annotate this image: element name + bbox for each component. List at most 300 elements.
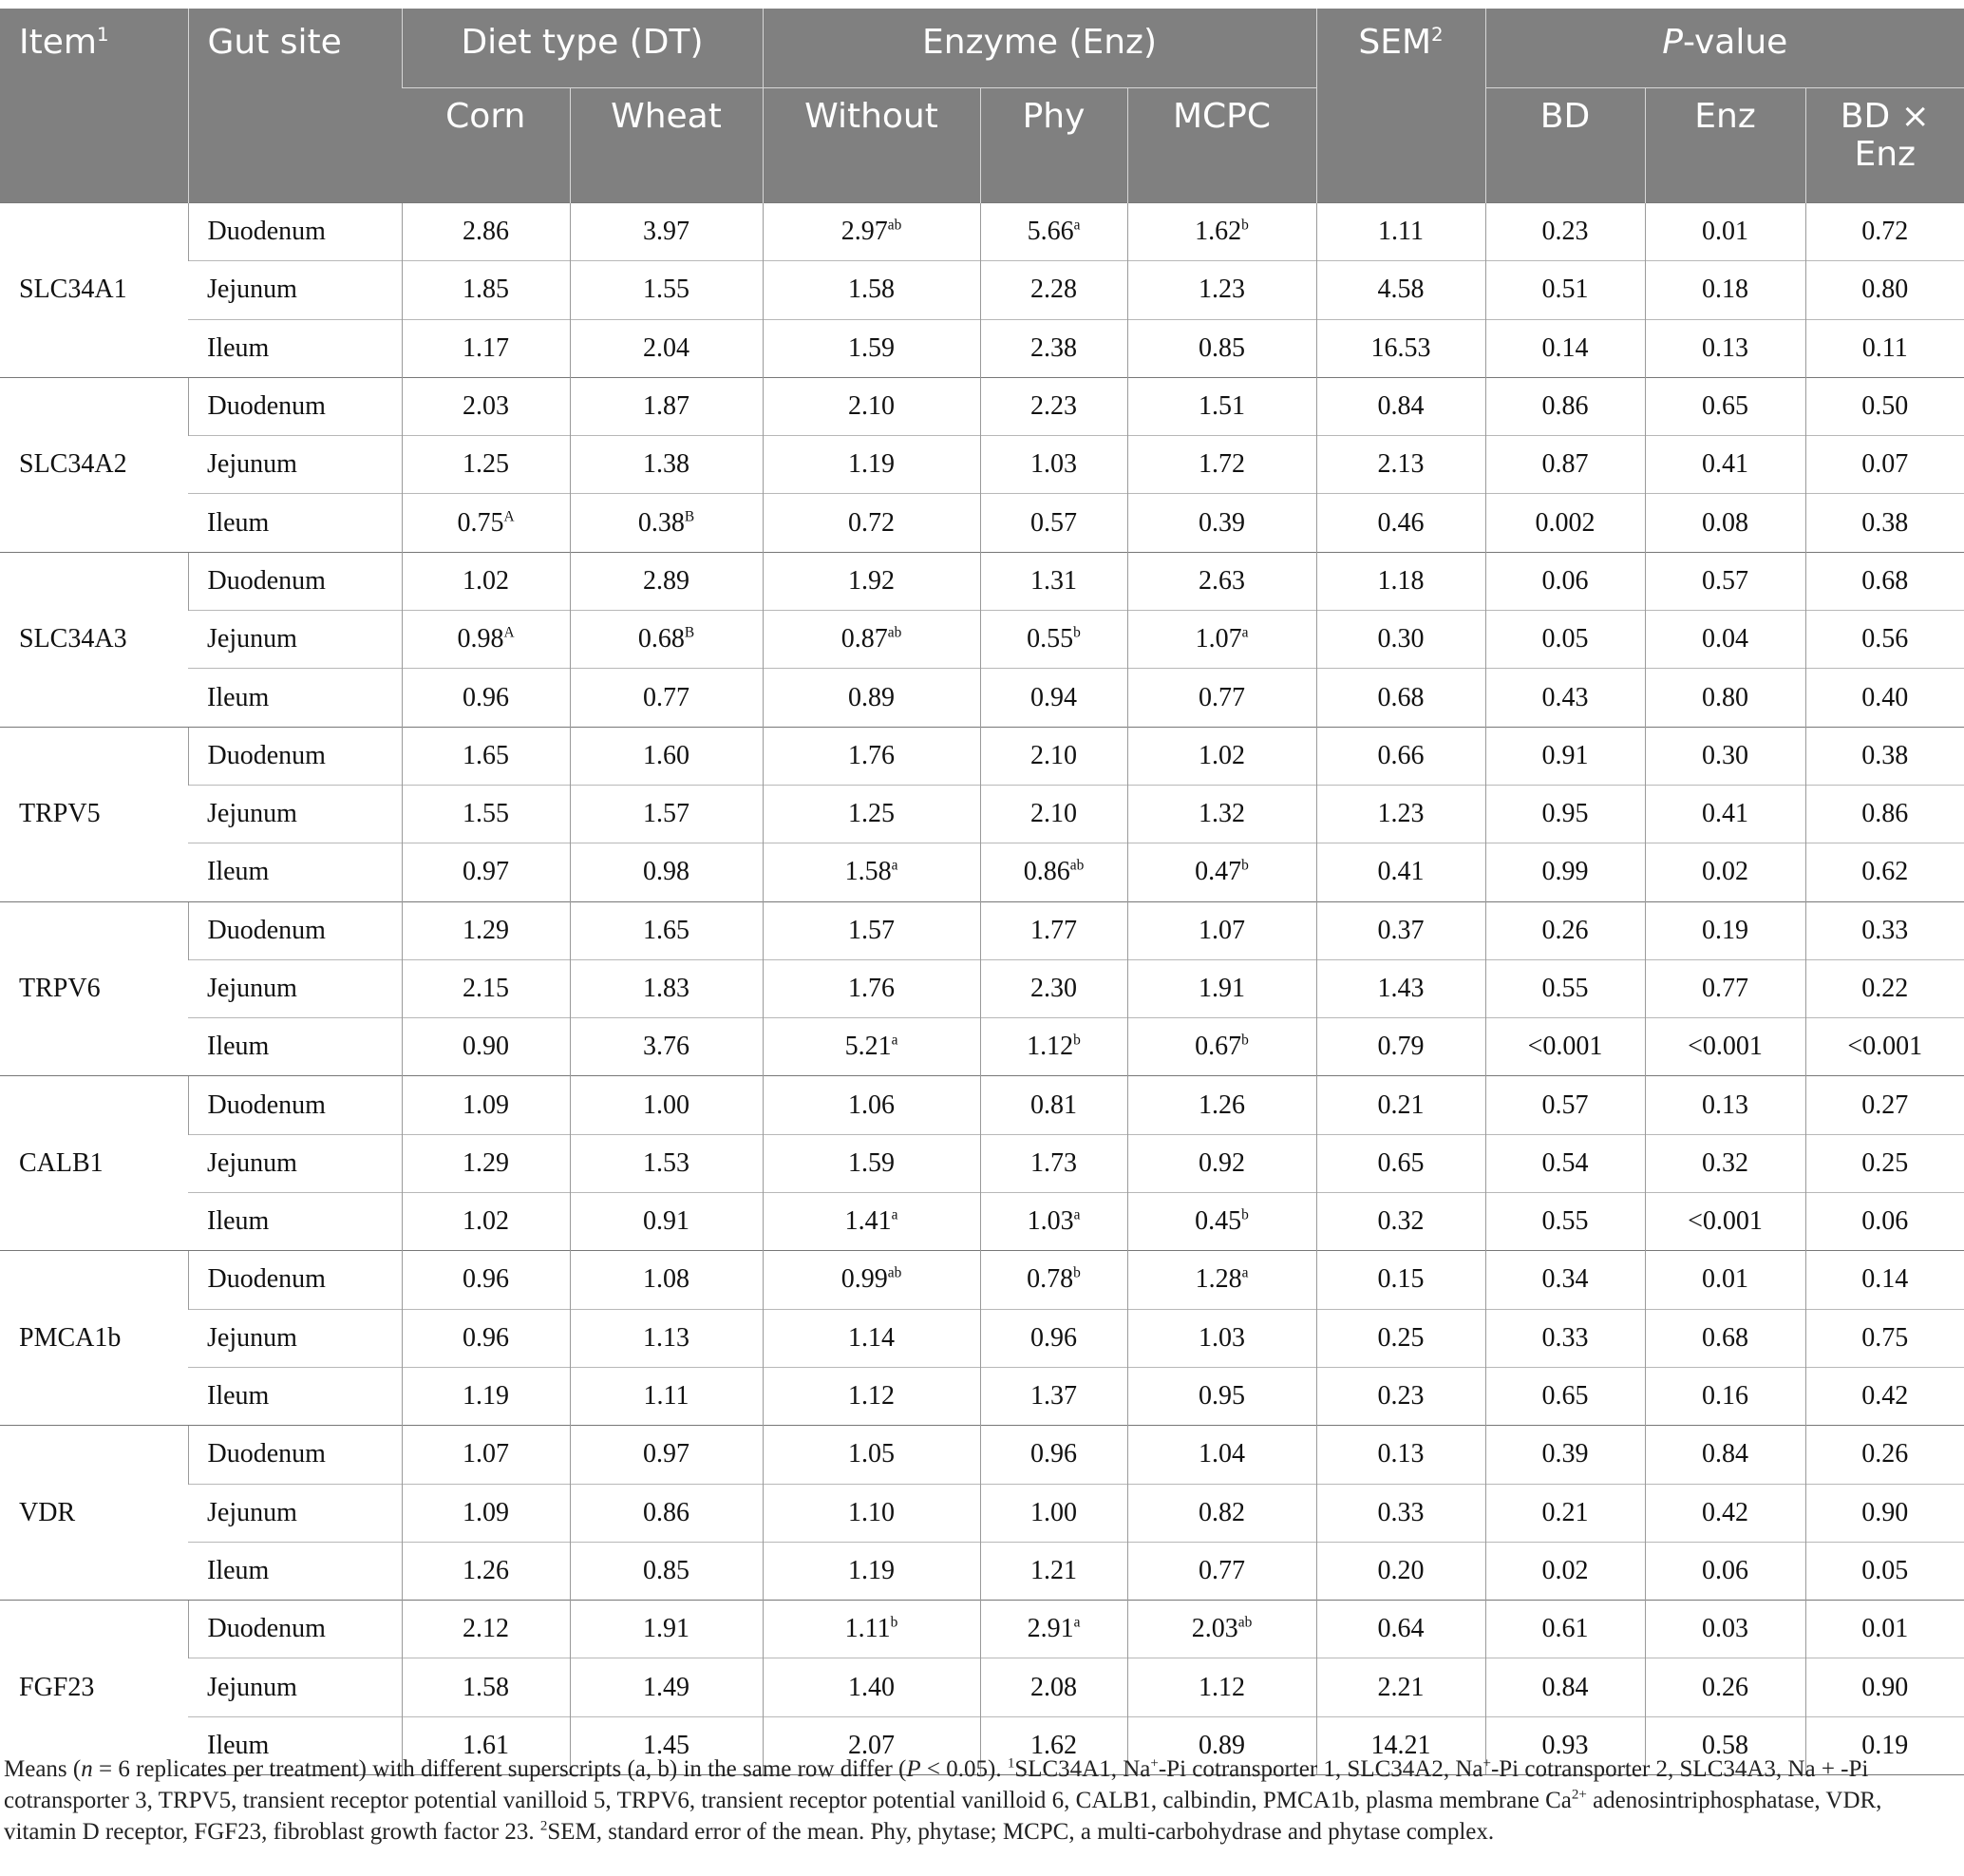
cell-value: 0.96 — [463, 1322, 509, 1353]
cell-value: 2.04 — [643, 332, 689, 363]
cell-value: 0.08 — [1702, 507, 1749, 538]
cell-value: 0.97 — [463, 857, 509, 887]
cell-value: 0.80 — [1861, 275, 1909, 305]
cell-corn — [402, 1309, 570, 1367]
cell-gut-site: Duodenum — [188, 552, 402, 610]
cell-sem — [1316, 261, 1485, 319]
cell-mcpc — [1127, 494, 1316, 552]
cell-value: 2.03 — [463, 391, 509, 422]
cell-superscript: a — [891, 1032, 898, 1049]
cell-superscript: A — [503, 508, 515, 525]
cell-value: 1.77 — [1030, 915, 1077, 945]
cell-gut-site: Duodenum — [188, 1426, 402, 1484]
cell-corn — [402, 1018, 570, 1076]
cell-phy — [980, 669, 1127, 727]
cell-value: 0.90 — [1861, 1672, 1909, 1702]
cell-gut-site: Jejunum — [188, 1309, 402, 1367]
cell-value: 0.32 — [1702, 1147, 1749, 1178]
cell-mcpc — [1127, 959, 1316, 1017]
cell-value: 0.55 — [1541, 1206, 1589, 1237]
cell-phy — [980, 1484, 1127, 1542]
cell-mcpc — [1127, 785, 1316, 843]
cell-bd — [1485, 319, 1645, 377]
cell-value: 2.03 — [1191, 1614, 1238, 1644]
cell-value: 0.38 — [1861, 740, 1909, 770]
header-without: Without — [763, 88, 980, 203]
cell-phy — [980, 552, 1127, 610]
cell-value: 0.56 — [1861, 624, 1909, 654]
cell-value: 0.06 — [1861, 1206, 1909, 1237]
cell-value: 1.02 — [1199, 740, 1245, 770]
cell-value: 0.41 — [1702, 449, 1749, 480]
cell-corn — [402, 959, 570, 1017]
cell-value: 0.002 — [1535, 507, 1596, 538]
cell-mcpc — [1127, 611, 1316, 669]
cell-value: 2.38 — [1030, 332, 1077, 363]
cell-gut-site: Duodenum — [188, 377, 402, 435]
cell-item: TRPV5 — [0, 727, 188, 901]
cell-value: 0.13 — [1377, 1439, 1425, 1469]
table-row — [0, 319, 1964, 377]
cell-value: 1.21 — [1030, 1555, 1077, 1585]
cell-without — [763, 1601, 980, 1658]
cell-wheat — [570, 377, 763, 435]
cell-wheat — [570, 261, 763, 319]
cell-phy — [980, 1309, 1127, 1367]
cell-value: 1.85 — [463, 275, 509, 305]
cell-wheat — [570, 1251, 763, 1309]
cell-gut-site: Jejunum — [188, 1484, 402, 1542]
table-row — [0, 785, 1964, 843]
cell-value: 0.26 — [1541, 915, 1589, 945]
cell-value: 0.27 — [1861, 1090, 1909, 1120]
cell-value: 0.72 — [1861, 217, 1909, 247]
table-row — [0, 261, 1964, 319]
cell-value: 2.13 — [1377, 449, 1425, 480]
cell-bd — [1485, 611, 1645, 669]
cell-value: 0.75 — [457, 507, 504, 538]
cell-value: 1.17 — [463, 332, 509, 363]
cell-bd — [1485, 1484, 1645, 1542]
cell-wheat — [570, 901, 763, 959]
cell-superscript: b — [1241, 858, 1249, 875]
cell-enz — [1645, 1367, 1805, 1425]
cell-wheat — [570, 436, 763, 494]
cell-bdxenz — [1805, 669, 1964, 727]
cell-value: 0.13 — [1702, 332, 1749, 363]
cell-value: 1.19 — [848, 449, 895, 480]
cell-value: 0.99 — [1541, 857, 1589, 887]
cell-sem — [1316, 1484, 1485, 1542]
cell-bdxenz — [1805, 436, 1964, 494]
cell-value: 1.55 — [463, 799, 509, 829]
cell-value: 0.14 — [1541, 332, 1589, 363]
cell-value: 1.09 — [463, 1497, 509, 1527]
cell-bd — [1485, 1658, 1645, 1716]
cell-value: 2.30 — [1030, 974, 1077, 1003]
cell-enz — [1645, 436, 1805, 494]
cell-bdxenz — [1805, 843, 1964, 901]
cell-enz — [1645, 727, 1805, 785]
cell-value: 0.04 — [1702, 624, 1749, 654]
cell-value: 1.41 — [844, 1206, 892, 1237]
cell-corn — [402, 1658, 570, 1716]
cell-value: 0.43 — [1541, 682, 1589, 712]
cell-value: 0.91 — [1541, 740, 1589, 770]
cell-value: 0.32 — [1377, 1206, 1425, 1237]
cell-sem — [1316, 1426, 1485, 1484]
cell-sem — [1316, 1251, 1485, 1309]
cell-bdxenz — [1805, 901, 1964, 959]
cell-gut-site: Jejunum — [188, 959, 402, 1017]
cell-bdxenz — [1805, 1076, 1964, 1134]
cell-value: 1.87 — [643, 391, 689, 422]
cell-wheat — [570, 1076, 763, 1134]
cell-value: 0.78 — [1027, 1264, 1074, 1295]
cell-gut-site: Ileum — [188, 1542, 402, 1600]
cell-without — [763, 1193, 980, 1251]
cell-value: 1.04 — [1199, 1439, 1245, 1469]
cell-sem — [1316, 494, 1485, 552]
cell-gut-site: Ileum — [188, 843, 402, 901]
cell-value: 1.73 — [1030, 1147, 1077, 1178]
cell-value: 0.93 — [1541, 1730, 1589, 1760]
cell-item: VDR — [0, 1426, 188, 1601]
cell-wheat — [570, 959, 763, 1017]
cell-corn — [402, 203, 570, 261]
cell-value: 0.11 — [1861, 332, 1908, 363]
cell-value: 1.51 — [1199, 391, 1245, 422]
cell-value: 0.98 — [457, 624, 504, 654]
cell-value: 3.76 — [643, 1032, 689, 1062]
cell-value: 0.95 — [1541, 799, 1589, 829]
cell-value: 0.40 — [1861, 682, 1909, 712]
cell-value: 1.43 — [1377, 974, 1425, 1003]
cell-value: 1.12 — [848, 1381, 895, 1412]
header-sem: SEM$^2$ — [1316, 9, 1485, 203]
cell-value: 1.37 — [1030, 1381, 1077, 1412]
header-corn: Corn — [402, 88, 570, 203]
cell-value: 2.89 — [643, 565, 689, 596]
cell-phy — [980, 785, 1127, 843]
cell-phy — [980, 843, 1127, 901]
cell-corn — [402, 552, 570, 610]
cell-without — [763, 494, 980, 552]
cell-value: 0.33 — [1377, 1497, 1425, 1527]
cell-mcpc — [1127, 669, 1316, 727]
cell-value: 0.41 — [1702, 799, 1749, 829]
cell-sem — [1316, 1601, 1485, 1658]
cell-value: 1.76 — [848, 740, 895, 770]
cell-corn — [402, 1542, 570, 1600]
cell-value: 1.19 — [848, 1555, 895, 1585]
cell-gut-site: Ileum — [188, 1193, 402, 1251]
cell-value: 0.55 — [1541, 974, 1589, 1003]
cell-value: 0.55 — [1027, 624, 1074, 654]
table-row — [0, 377, 1964, 435]
cell-superscript: ab — [1237, 1614, 1253, 1631]
cell-phy — [980, 436, 1127, 494]
header-mcpc: MCPC — [1127, 88, 1316, 203]
cell-gut-site: Duodenum — [188, 1601, 402, 1658]
cell-value: 1.07 — [1199, 915, 1245, 945]
cell-superscript: B — [684, 624, 695, 641]
cell-phy — [980, 959, 1127, 1017]
cell-enz — [1645, 319, 1805, 377]
cell-sem — [1316, 203, 1485, 261]
cell-wheat — [570, 1193, 763, 1251]
cell-corn — [402, 727, 570, 785]
cell-bdxenz — [1805, 1193, 1964, 1251]
header-diet-type: Diet type (DT) — [402, 9, 763, 88]
cell-without — [763, 843, 980, 901]
table-row — [0, 1367, 1964, 1425]
cell-without — [763, 203, 980, 261]
cell-without — [763, 1658, 980, 1716]
cell-corn — [402, 494, 570, 552]
header-phy: Phy — [980, 88, 1127, 203]
cell-wheat — [570, 1134, 763, 1192]
table-body — [0, 203, 1964, 1775]
cell-mcpc — [1127, 1076, 1316, 1134]
cell-value: 2.91 — [1027, 1614, 1074, 1644]
cell-value: 0.94 — [1030, 682, 1077, 712]
cell-gut-site: Duodenum — [188, 727, 402, 785]
cell-gut-site: Ileum — [188, 494, 402, 552]
cell-wheat — [570, 669, 763, 727]
cell-value: 0.26 — [1702, 1672, 1749, 1702]
cell-value: 0.21 — [1377, 1090, 1425, 1120]
cell-wheat — [570, 552, 763, 610]
cell-value: 1.19 — [463, 1381, 509, 1412]
cell-enz — [1645, 203, 1805, 261]
cell-value: 1.59 — [848, 1147, 895, 1178]
cell-value: 0.57 — [1541, 1090, 1589, 1120]
header-bd: BD — [1485, 88, 1645, 203]
cell-value: 3.97 — [643, 217, 689, 247]
cell-enz — [1645, 1134, 1805, 1192]
cell-mcpc — [1127, 1426, 1316, 1484]
cell-gut-site: Jejunum — [188, 611, 402, 669]
cell-value: 1.83 — [643, 974, 689, 1003]
cell-bdxenz — [1805, 319, 1964, 377]
cell-gut-site: Ileum — [188, 669, 402, 727]
cell-enz — [1645, 785, 1805, 843]
cell-value: 0.57 — [1702, 565, 1749, 596]
cell-value: 0.19 — [1861, 1730, 1909, 1760]
cell-enz — [1645, 1193, 1805, 1251]
cell-enz — [1645, 552, 1805, 610]
cell-value: 1.08 — [643, 1264, 689, 1295]
cell-value: 1.03 — [1027, 1206, 1074, 1237]
table-row — [0, 203, 1964, 261]
cell-value: 0.50 — [1861, 391, 1909, 422]
header-enzyme: Enzyme (Enz) — [763, 9, 1316, 88]
cell-wheat — [570, 611, 763, 669]
cell-value: 0.87 — [1541, 449, 1589, 480]
table-row — [0, 1484, 1964, 1542]
cell-value: 0.03 — [1702, 1614, 1749, 1644]
cell-bd — [1485, 1309, 1645, 1367]
cell-value: 1.26 — [1199, 1090, 1245, 1120]
cell-gut-site: Ileum — [188, 1018, 402, 1076]
cell-corn — [402, 319, 570, 377]
cell-value: 0.75 — [1861, 1322, 1909, 1353]
cell-bd — [1485, 959, 1645, 1017]
cell-without — [763, 1134, 980, 1192]
cell-value: 1.45 — [643, 1730, 689, 1760]
cell-corn — [402, 843, 570, 901]
cell-value: <0.001 — [1527, 1032, 1603, 1062]
cell-value: 0.81 — [1030, 1090, 1077, 1120]
cell-value: 0.39 — [1541, 1439, 1589, 1469]
cell-value: 0.61 — [1541, 1614, 1589, 1644]
cell-enz — [1645, 959, 1805, 1017]
cell-bdxenz — [1805, 261, 1964, 319]
cell-bdxenz — [1805, 1367, 1964, 1425]
cell-value: 1.61 — [463, 1730, 509, 1760]
cell-superscript: a — [891, 1206, 898, 1223]
cell-gut-site: Ileum — [188, 1367, 402, 1425]
cell-mcpc — [1127, 203, 1316, 261]
cell-bd — [1485, 669, 1645, 727]
cell-superscript: ab — [1069, 858, 1085, 875]
cell-value: 2.86 — [463, 217, 509, 247]
cell-enz — [1645, 611, 1805, 669]
cell-wheat — [570, 1601, 763, 1658]
cell-value: 0.66 — [1377, 740, 1425, 770]
cell-mcpc — [1127, 1134, 1316, 1192]
cell-bdxenz — [1805, 727, 1964, 785]
cell-value: 0.68 — [637, 624, 685, 654]
cell-value: 0.02 — [1702, 857, 1749, 887]
cell-phy — [980, 1601, 1127, 1658]
cell-value: 0.82 — [1199, 1497, 1245, 1527]
cell-value: 0.79 — [1377, 1032, 1425, 1062]
cell-value: 0.23 — [1541, 217, 1589, 247]
cell-value: 0.89 — [848, 682, 895, 712]
cell-value: 0.90 — [1861, 1497, 1909, 1527]
cell-value: <0.001 — [1847, 1032, 1923, 1062]
cell-bd — [1485, 377, 1645, 435]
cell-value: 0.20 — [1377, 1555, 1425, 1585]
cell-bd — [1485, 261, 1645, 319]
cell-value: 1.26 — [463, 1555, 509, 1585]
cell-value: 2.97 — [840, 217, 888, 247]
cell-value: 0.85 — [643, 1555, 689, 1585]
cell-value: 1.11 — [1378, 217, 1424, 247]
header-p-value: P-value — [1485, 9, 1964, 88]
cell-gut-site: Duodenum — [188, 203, 402, 261]
cell-value: 1.60 — [643, 740, 689, 770]
cell-value: 0.85 — [1199, 332, 1245, 363]
cell-value: 1.23 — [1377, 799, 1425, 829]
table-row — [0, 1076, 1964, 1134]
table-row — [0, 727, 1964, 785]
cell-mcpc — [1127, 1193, 1316, 1251]
cell-value: 0.65 — [1541, 1381, 1589, 1412]
cell-mcpc — [1127, 377, 1316, 435]
cell-superscript: b — [1241, 1032, 1249, 1049]
cell-without — [763, 1251, 980, 1309]
cell-phy — [980, 901, 1127, 959]
cell-wheat — [570, 1018, 763, 1076]
cell-phy — [980, 203, 1127, 261]
cell-value: 1.58 — [463, 1672, 509, 1702]
cell-value: 1.58 — [848, 275, 895, 305]
cell-superscript: ab — [887, 624, 902, 641]
cell-without — [763, 377, 980, 435]
cell-enz — [1645, 1426, 1805, 1484]
cell-value: 2.07 — [848, 1730, 895, 1760]
cell-bd — [1485, 1542, 1645, 1600]
cell-value: 1.02 — [463, 565, 509, 596]
cell-bd — [1485, 203, 1645, 261]
cell-sem — [1316, 1018, 1485, 1076]
cell-value: 1.32 — [1199, 799, 1245, 829]
cell-value: 0.34 — [1541, 1264, 1589, 1295]
cell-value: 0.01 — [1702, 217, 1749, 247]
cell-bd — [1485, 1601, 1645, 1658]
cell-value: 1.62 — [1030, 1730, 1077, 1760]
cell-gut-site: Duodenum — [188, 901, 402, 959]
cell-value: 1.07 — [463, 1439, 509, 1469]
cell-without — [763, 1018, 980, 1076]
cell-without — [763, 319, 980, 377]
cell-mcpc — [1127, 261, 1316, 319]
cell-sem — [1316, 319, 1485, 377]
cell-without — [763, 669, 980, 727]
cell-phy — [980, 1018, 1127, 1076]
cell-value: 0.01 — [1702, 1264, 1749, 1295]
cell-phy — [980, 1076, 1127, 1134]
cell-corn — [402, 436, 570, 494]
cell-value: 0.84 — [1541, 1672, 1589, 1702]
cell-value: 0.86 — [1861, 799, 1909, 829]
cell-superscript: b — [1073, 624, 1081, 641]
cell-value: 0.13 — [1702, 1090, 1749, 1120]
cell-bd — [1485, 785, 1645, 843]
cell-value: 4.58 — [1377, 275, 1425, 305]
table-row — [0, 436, 1964, 494]
cell-value: 1.57 — [643, 799, 689, 829]
cell-phy — [980, 727, 1127, 785]
cell-value: 1.65 — [643, 915, 689, 945]
cell-value: 0.33 — [1861, 915, 1909, 945]
cell-mcpc — [1127, 319, 1316, 377]
cell-enz — [1645, 1658, 1805, 1716]
cell-superscript: b — [1241, 217, 1249, 234]
cell-value: 1.91 — [1199, 974, 1245, 1003]
cell-bdxenz — [1805, 203, 1964, 261]
cell-bd — [1485, 843, 1645, 901]
cell-value: 0.57 — [1030, 507, 1077, 538]
cell-sem — [1316, 1193, 1485, 1251]
cell-bdxenz — [1805, 1658, 1964, 1716]
cell-value: 1.03 — [1030, 449, 1077, 480]
cell-bd — [1485, 1018, 1645, 1076]
table-row — [0, 1426, 1964, 1484]
cell-value: 1.02 — [463, 1206, 509, 1237]
cell-phy — [980, 1367, 1127, 1425]
cell-superscript: a — [891, 858, 898, 875]
cell-item: SLC34A2 — [0, 377, 188, 552]
cell-value: 0.95 — [1199, 1381, 1245, 1412]
cell-without — [763, 552, 980, 610]
cell-gut-site: Jejunum — [188, 785, 402, 843]
cell-value: 16.53 — [1370, 332, 1431, 363]
cell-without — [763, 785, 980, 843]
